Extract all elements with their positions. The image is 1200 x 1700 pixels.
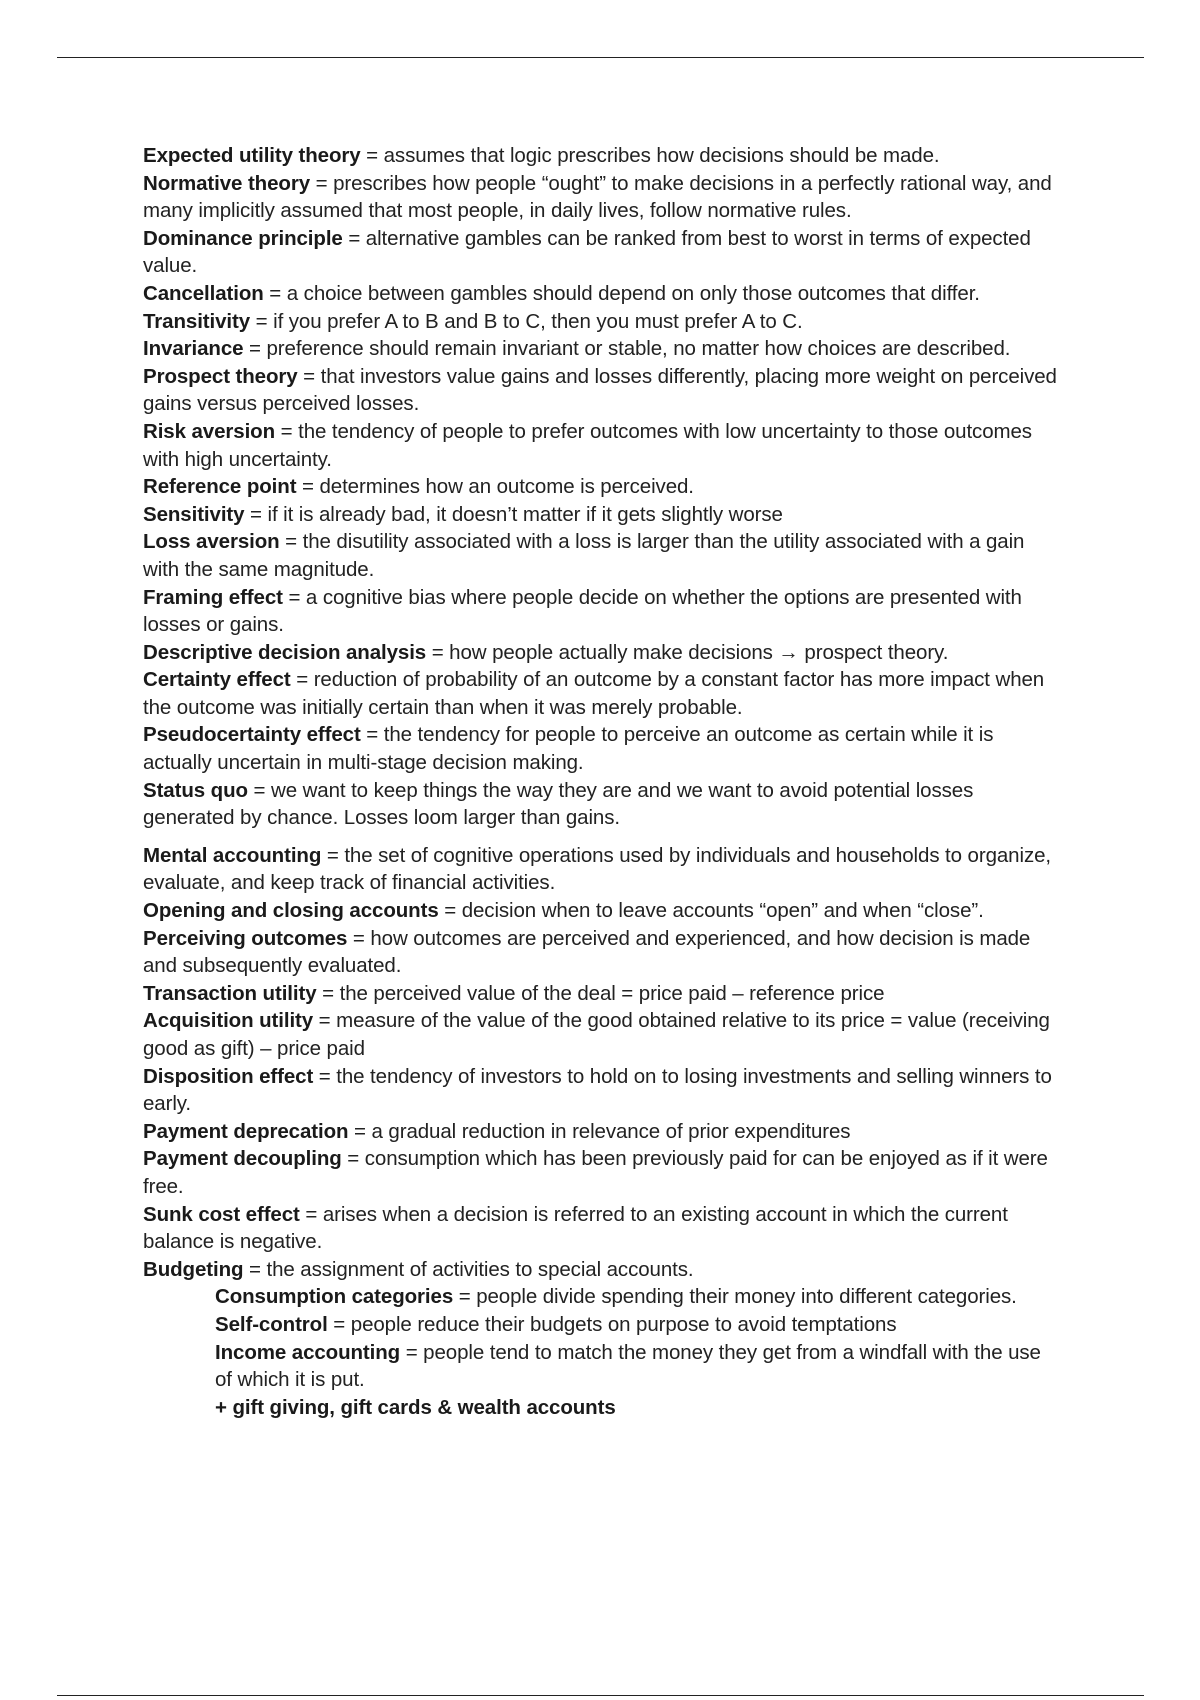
entry-payment-deprecation — [143, 1118, 1063, 1146]
extra-note: + gift giving, gift cards & wealth accounts — [215, 1395, 616, 1419]
term: Income accounting — [215, 1340, 401, 1364]
entry-certainty-effect — [143, 666, 1063, 721]
definition: = arises when a decision is referred to an existing account in which the current balance is negative. — [143, 1202, 1008, 1254]
entry-sensitivity — [143, 501, 1063, 529]
term: Normative theory — [143, 171, 311, 195]
definition: = prescribes how people “ought” to make decisions in a perfectly rational way, and many implicitly assumed that most people, in daily lives, follow normative rules. — [143, 171, 1052, 223]
definition: = people tend to match the money they get from a windfall with the use of which it is put. — [215, 1340, 1041, 1392]
definition: = we want to keep things the way they are and we want to avoid potential losses generated by chance. Losses loom larger than gains. — [143, 778, 974, 830]
term: Descriptive decision analysis — [143, 640, 427, 664]
definition: = assumes that logic prescribes how decisions should be made. — [360, 144, 940, 167]
definition: = measure of the value of the good obtained relative to its price = value (receiving good as gift) – price paid — [143, 1009, 1050, 1060]
term: Consumption categories — [215, 1285, 454, 1309]
term: Status quo — [143, 778, 248, 802]
entry-loss-aversion — [143, 528, 1063, 583]
definition: = the set of cognitive operations used by individuals and households to organize, evaluate, and keep track of financial activities. — [143, 843, 1051, 895]
entry-prospect-theory — [143, 363, 1063, 418]
term: Self-control — [215, 1312, 328, 1336]
term: Perceiving outcomes — [143, 926, 348, 950]
term: Pseudocertainty effect — [143, 723, 361, 747]
definition: = if it is already bad, it doesn’t matter if it gets slightly worse — [244, 502, 783, 526]
term: Expected utility theory — [143, 144, 361, 167]
term: Invariance — [143, 337, 244, 361]
term: Payment decoupling — [143, 1147, 342, 1171]
entry-transitivity — [143, 308, 1063, 336]
definition: = people reduce their budgets on purpose to avoid temptations — [327, 1312, 897, 1336]
footer-rule — [57, 1695, 1144, 1696]
entry-expected-utility-theory — [143, 142, 1063, 170]
entry-invariance — [143, 335, 1063, 363]
entry-normative-theory — [143, 170, 1063, 225]
definition: = the perceived value of the deal = price paid – reference price — [316, 981, 885, 1005]
definition: = the disutility associated with a loss is larger than the utility associated with a gain with the same magnitude. — [143, 530, 1025, 581]
term: Opening and closing accounts — [143, 899, 439, 923]
definition: = people divide spending their money into different categories. — [453, 1285, 1017, 1309]
definition: = the tendency of people to prefer outcomes with low uncertainty to those outcomes with high uncertainty. — [143, 419, 1032, 471]
entry-pseudocertainty-effect — [143, 721, 1063, 776]
term: Budgeting — [143, 1257, 244, 1281]
definition: = a cognitive bias where people decide on whether the options are presented with losses or gains. — [143, 585, 1022, 637]
term: Risk aversion — [143, 419, 276, 443]
term: Cancellation — [143, 281, 264, 305]
term: Sensitivity — [143, 502, 245, 526]
term: Dominance principle — [143, 226, 343, 250]
entry-acquisition-utility — [143, 1007, 1063, 1062]
definition: = that investors value gains and losses differently, placing more weight on perceived gains versus perceived losses. — [143, 364, 1057, 416]
entry-opening-and-closing-accounts — [143, 897, 1063, 925]
entry-cancellation — [143, 280, 1063, 308]
entry-disposition-effect — [143, 1063, 1063, 1118]
term: Transitivity — [143, 309, 251, 333]
definition: = the assignment of activities to special accounts. — [243, 1257, 694, 1281]
entry-risk-aversion — [143, 418, 1063, 473]
definition: = alternative gambles can be ranked from best to worst in terms of expected value. — [143, 226, 1031, 278]
definition: = consumption which has been previously paid for can be enjoyed as if it were free. — [143, 1147, 1048, 1198]
term: Framing effect — [143, 585, 283, 609]
term: Certainty effect — [143, 668, 291, 692]
term: Acquisition utility — [143, 1009, 314, 1033]
subentry-self-control — [143, 1311, 1063, 1339]
term: Prospect theory — [143, 364, 298, 388]
entry-dominance-principle — [143, 225, 1063, 280]
entry-perceiving-outcomes — [143, 925, 1063, 980]
subentry-consumption-categories — [143, 1283, 1063, 1311]
entry-mental-accounting — [143, 842, 1063, 897]
entry-reference-point — [143, 473, 1063, 501]
definition: = the tendency of investors to hold on to losing investments and selling winners to early. — [143, 1064, 1052, 1116]
definition: = how people actually make decisions → prospect theory. — [426, 640, 949, 664]
term: Reference point — [143, 475, 297, 499]
definition: = a choice between gambles should depend on only those outcomes that differ. — [263, 281, 980, 305]
definition: = the tendency for people to perceive an outcome as certain while it is actually uncertain in multi-stage decision making. — [143, 723, 994, 775]
entry-sunk-cost-effect — [143, 1201, 1063, 1256]
definition: = how outcomes are perceived and experienced, and how decision is made and subsequently evaluated. — [143, 926, 1031, 978]
definition: = decision when to leave accounts “open” and when “close”. — [438, 899, 984, 923]
entry-status-quo — [143, 777, 1063, 832]
term: Disposition effect — [143, 1064, 314, 1088]
definition: = preference should remain invariant or stable, no matter how choices are described. — [243, 337, 1011, 361]
term: Loss aversion — [143, 530, 280, 554]
entry-framing-effect — [143, 584, 1063, 639]
header-rule — [57, 57, 1144, 58]
definition: = a gradual reduction in relevance of prior expenditures — [348, 1119, 851, 1143]
entry-descriptive-decision-analysis — [143, 639, 1063, 667]
document-body — [143, 142, 1063, 1421]
entry-transaction-utility — [143, 980, 1063, 1008]
term: Transaction utility — [143, 981, 317, 1005]
entry-payment-decoupling — [143, 1145, 1063, 1200]
subentry-income-accounting — [143, 1339, 1063, 1394]
term: Sunk cost effect — [143, 1202, 300, 1226]
definition: = reduction of probability of an outcome by a constant factor has more impact when the outcome was initially certain than when it was merely probable. — [143, 668, 1045, 719]
entry-budgeting — [143, 1256, 1063, 1284]
definition: = if you prefer A to B and B to C, then you must prefer A to C. — [250, 309, 803, 333]
definition: = determines how an outcome is perceived. — [296, 475, 694, 499]
term: Mental accounting — [143, 843, 322, 867]
term: Payment deprecation — [143, 1119, 349, 1143]
